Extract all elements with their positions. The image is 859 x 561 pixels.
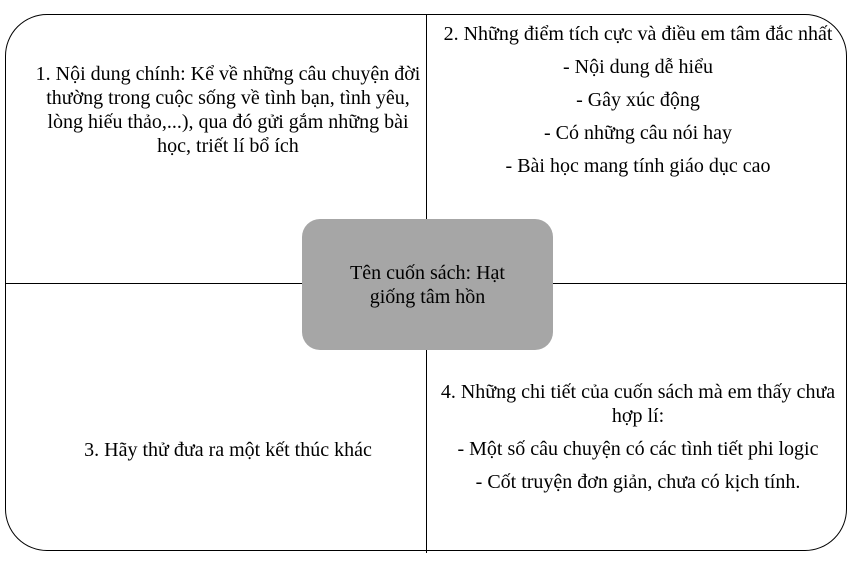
quadrant-1-text: 1. Nội dung chính: Kể về những câu chuyện đời thường trong cuộc sống về tình bạn, tình yêu, lòng hiếu thảo,...), qua đó gửi gắm những bài học, triết lí bổ ích xyxy=(35,63,421,157)
quadrant-positive-points xyxy=(438,22,838,212)
center-book-title-box xyxy=(302,219,553,350)
center-book-title: Tên cuốn sách: Hạt giống tâm hồn xyxy=(350,261,505,308)
quadrant-4-title: 4. Những chi tiết của cuốn sách mà em thấy chưa hợp lí: xyxy=(440,381,836,427)
quadrant-2-item: - Bài học mang tính giáo dục cao xyxy=(505,155,771,177)
quadrant-2-item: - Nội dung dễ hiểu xyxy=(563,56,713,78)
quadrant-main-content xyxy=(30,50,426,170)
quadrant-4-item: - Cốt truyện đơn giản, chưa có kịch tính. xyxy=(475,471,801,493)
quadrant-unreasonable-details xyxy=(438,380,838,530)
quadrant-2-item: - Có những câu nói hay xyxy=(543,122,733,144)
quadrant-4-item: - Một số câu chuyện có các tình tiết phi logic xyxy=(457,438,819,460)
quadrant-2-item: - Gây xúc động xyxy=(576,89,700,111)
quadrant-alternative-ending xyxy=(30,420,426,480)
quadrant-2-title: 2. Những điểm tích cực và điều em tâm đắc nhất xyxy=(443,23,833,45)
quadrant-3-text: 3. Hãy thử đưa ra một kết thúc khác xyxy=(84,439,372,461)
